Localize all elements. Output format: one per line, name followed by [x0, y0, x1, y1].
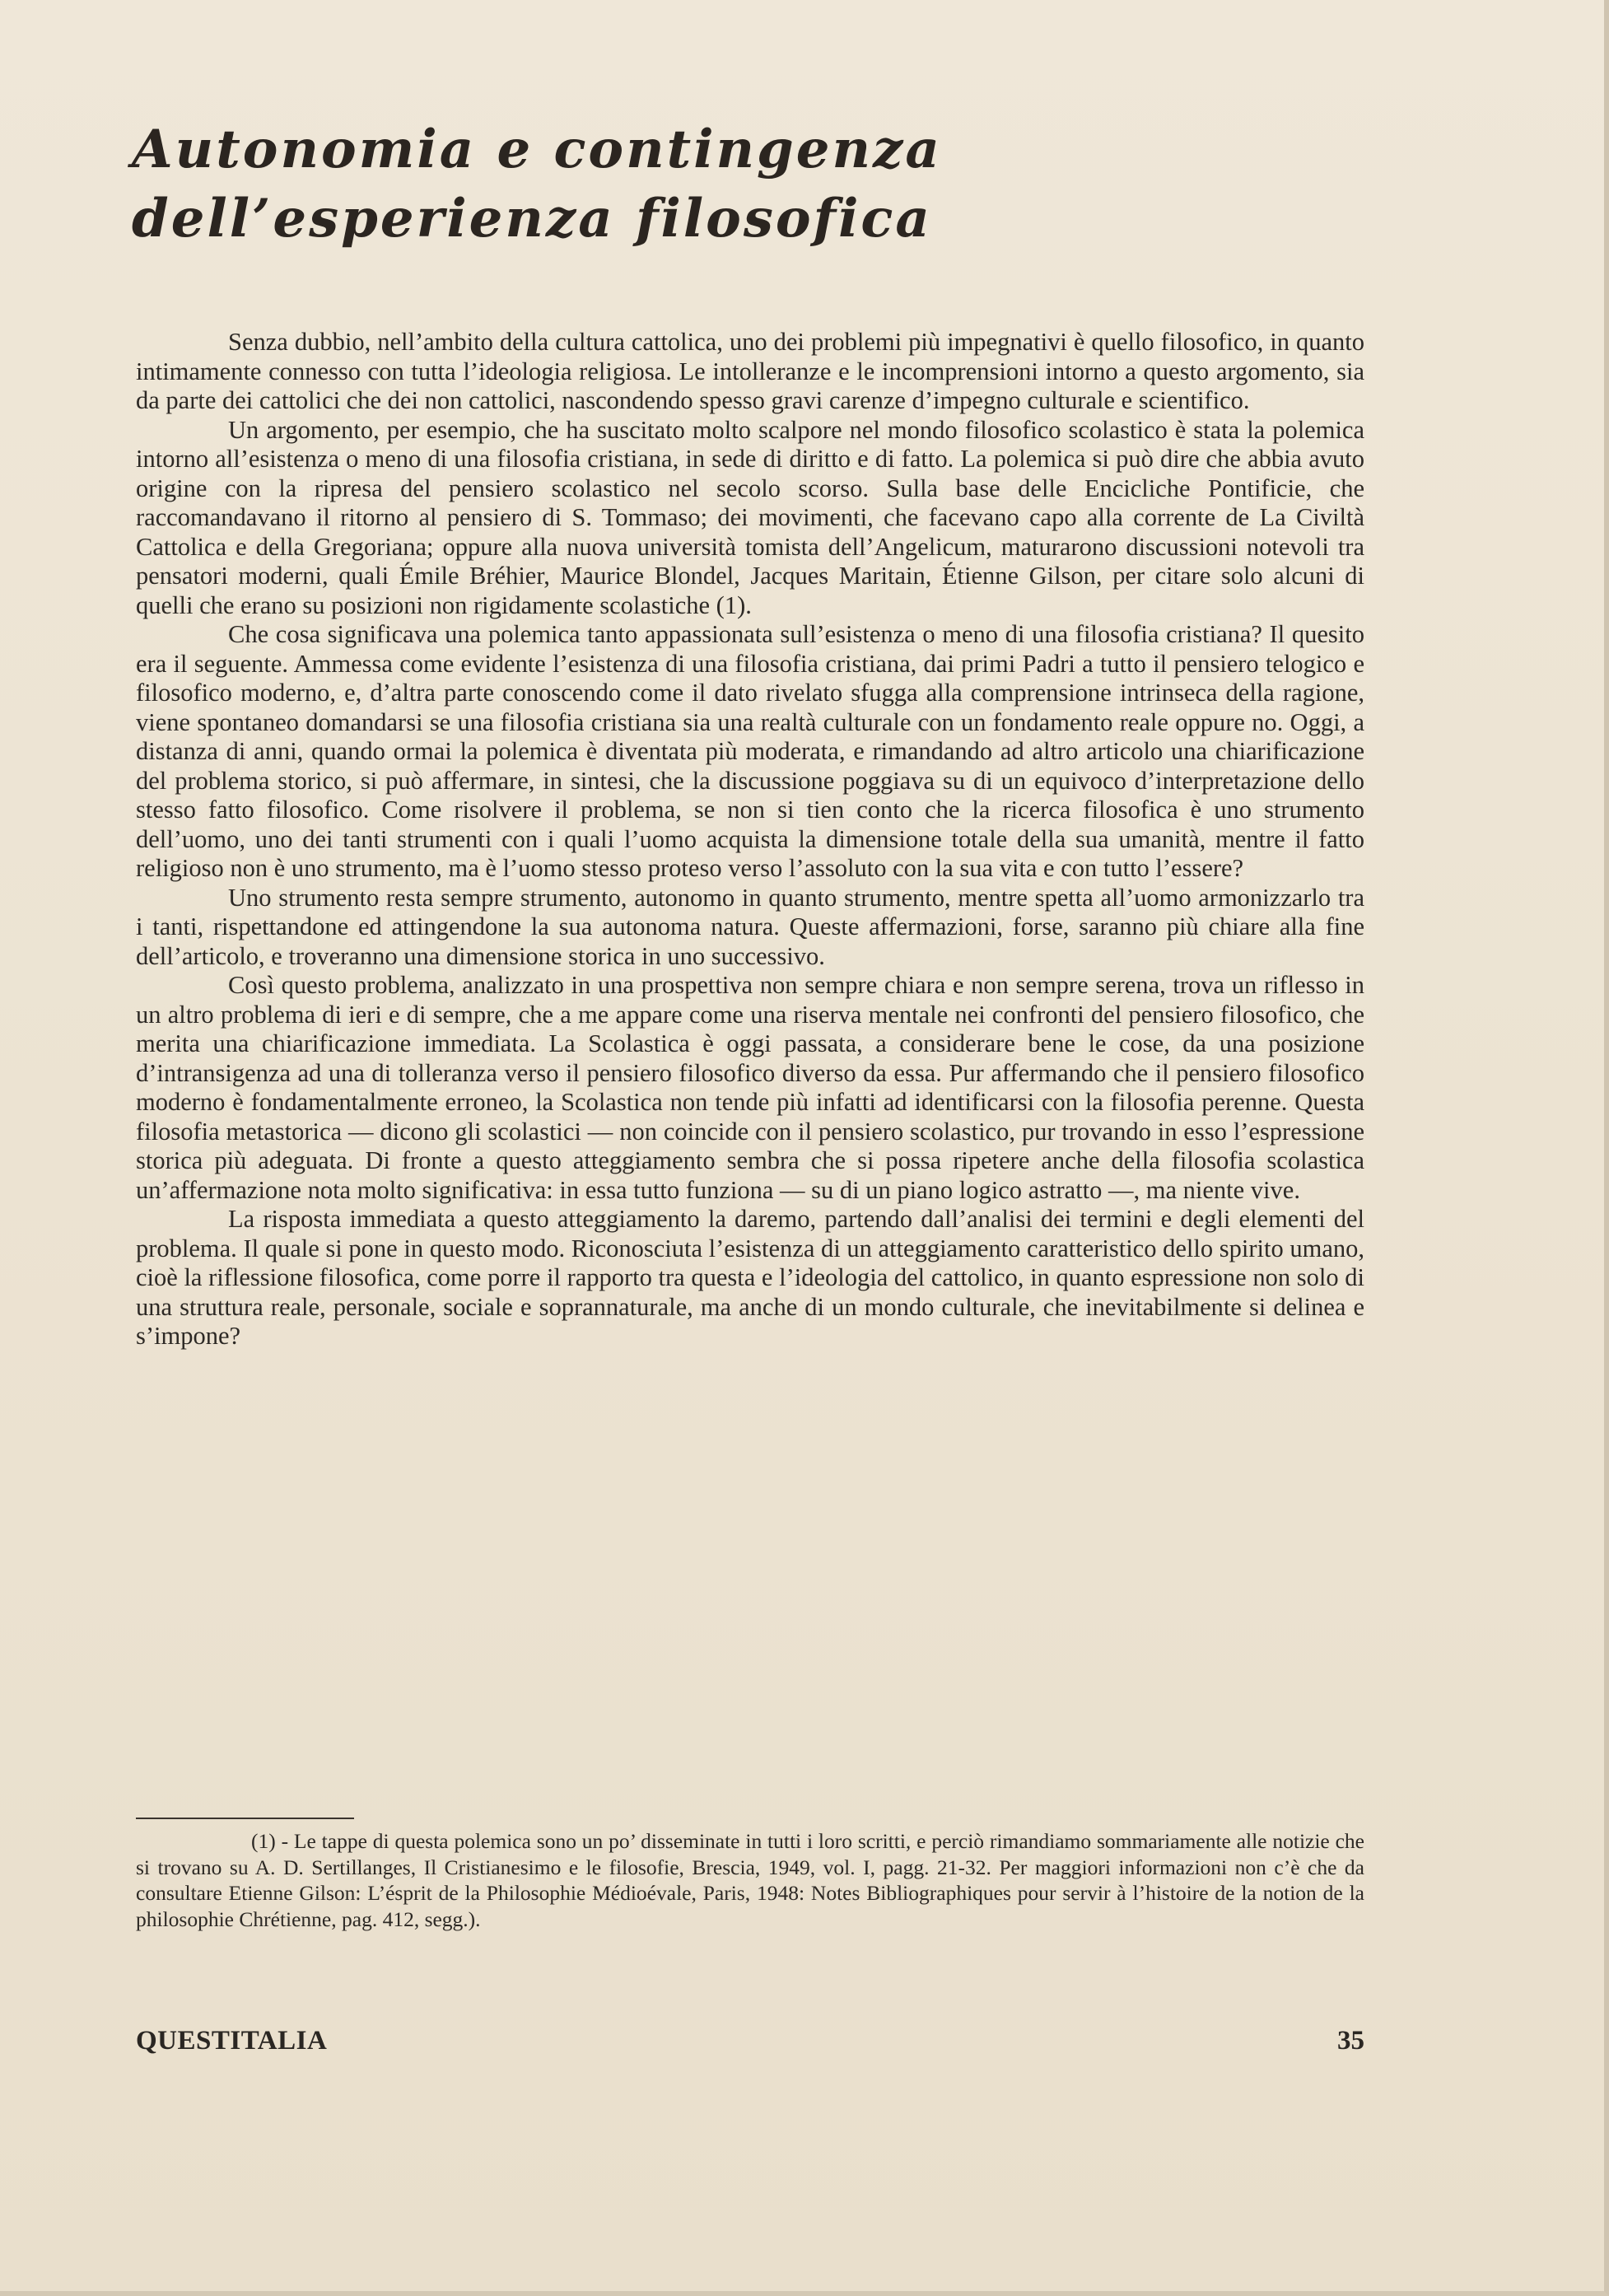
footnote	[136, 1828, 1364, 1932]
magazine-name: QUESTITALIA	[136, 2026, 328, 2056]
page-number: 35	[1337, 2026, 1364, 2056]
paragraph-5: Così questo problema, analizzato in una prospettiva non sempre chiara e non sempre serena, trova un riflesso in un altro problema di ieri e di sempre, che a me appare come una riserva mentale nei confronti del pensiero filosofico, che merita una chiarificazione immediata. La Scolastica è oggi passata, a considerare bene le cose, da una posizione d’intransigenza ad una di tolleranza verso il pensiero filosofico diverso da essa. Pur affermando che il pensiero filosofico moderno è fondamentalmente erroneo, la Scolastica non tende più infatti ad identificarsi con la filosofia perenne. Questa filosofia metastorica — dicono gli scolastici — non coincide con il pensiero scolastico, pur trovando in esso l’espressione storica più adeguata. Di fronte a questo atteggiamento sembra che si possa ripetere anche della filosofia scolastica un’affermazione nota molto significativa: in essa tutto funziona — su di un piano logico astratto —, ma niente vive.	[136, 971, 1364, 1204]
paragraph-6: La risposta immediata a questo atteggiamento la daremo, partendo dall’analisi dei termini e degli elementi del problema. Il quale si pone in questo modo. Riconosciuta l’esistenza di un atteggiamento caratteristico dello spirito umano, cioè la riflessione filosofica, come porre il rapporto tra questa e l’ideologia del cattolico, in quanto espressione non solo di una struttura reale, personale, sociale e soprannaturale, ma anche di un mondo culturale, che inevitabilmente si delinea e s’impone?	[136, 1205, 1364, 1350]
article-title	[132, 115, 1449, 254]
article-body	[136, 328, 1364, 1351]
paragraph-4: Uno strumento resta sempre strumento, autonomo in quanto strumento, mentre spetta all’uomo armonizzarlo tra i tanti, rispettandone ed attingendone la sua autonoma natura. Queste affermazioni, forse, saranno più chiare alla fine dell’articolo, e troveranno una dimensione storica in uno successivo.	[136, 883, 1364, 970]
paragraph-1: Senza dubbio, nell’ambito della cultura cattolica, uno dei problemi più impegnativi è quello filosofico, in quanto intimamente connesso con tutta l’ideologia religiosa. Le intolleranze e le incomprensioni intorno a questo argomento, sia da parte dei cattolici che dei non cattolici, nascondendo spesso gravi carenze d’impegno culturale e scientifico.	[136, 328, 1364, 414]
title-line-2: dell’esperienza filosofica	[132, 188, 932, 250]
title-line-1: Autonomia e contingenza	[132, 119, 942, 180]
footnote-divider	[136, 1818, 354, 1819]
footnote-text: (1) - Le tappe di questa polemica sono un po’ disseminate in tutti i loro scritti, e perciò rimandiamo sommariamente alle notizie che si trovano su A. D. Sertillanges, Il Cristianesimo e le filosofie, Brescia, 1949, vol. I, pagg. 21-32. Per maggiori informazioni non c’è che da consultare Etienne Gilson: L’ésprit de la Philosophie Médioévale, Paris, 1948: Notes Bibliographiques pour servir à l’histoire de la notion de la philosophie Chrétienne, pag. 412, segg.).	[136, 1829, 1364, 1931]
paragraph-3: Che cosa significava una polemica tanto appassionata sull’esistenza o meno di una filosofia cristiana? Il quesito era il seguente. Ammessa come evidente l’esistenza di una filosofia cristiana, dai primi Padri a tutto il pensiero telogico e filosofico moderno, e, d’altra parte conoscendo come il dato rivelato sfugga alla comprensione intrinseca della ragione, viene spontaneo domandarsi se una filosofia cristiana sia una realtà culturale con un fondamento reale oppure no. Oggi, a distanza di anni, quando ormai la polemica è diventata più moderata, e rimandando ad altro articolo una chiarificazione del problema storico, si può affermare, in sintesi, che la discussione poggiava su di un equivoco d’interpretazione dello stesso fatto filosofico. Come risolvere il problema, se non si tien conto che la ricerca filosofica è uno strumento dell’uomo, uno dei tanti strumenti con i quali l’uomo acquista la dimensione totale della sua umanità, mentre il fatto religioso non è uno strumento, ma è l’uomo stesso proteso verso l’assoluto con la sua vita e con tutto l’essere?	[136, 620, 1364, 882]
paragraph-2: Un argomento, per esempio, che ha suscitato molto scalpore nel mondo filosofico scolastico è stata la polemica intorno all’esistenza o meno di una filosofia cristiana, in sede di diritto e di fatto. La polemica si può dire che abbia avuto origine con la ripresa del pensiero scolastico nel secolo scorso. Sulla base delle Encicliche Pontificie, che raccomandavano il ritorno al pensiero di S. Tommaso; dei movimenti, che facevano capo alla corrente de La Civiltà Cattolica e della Gregoriana; oppure alla nuova università tomista dell’Angelicum, maturarono discussioni notevoli tra pensatori moderni, quali Émile Bréhier, Maurice Blondel, Jacques Maritain, Étienne Gilson, per citare solo alcuni di quelli che erano su posizioni non rigidamente scolastiche (1).	[136, 415, 1364, 619]
